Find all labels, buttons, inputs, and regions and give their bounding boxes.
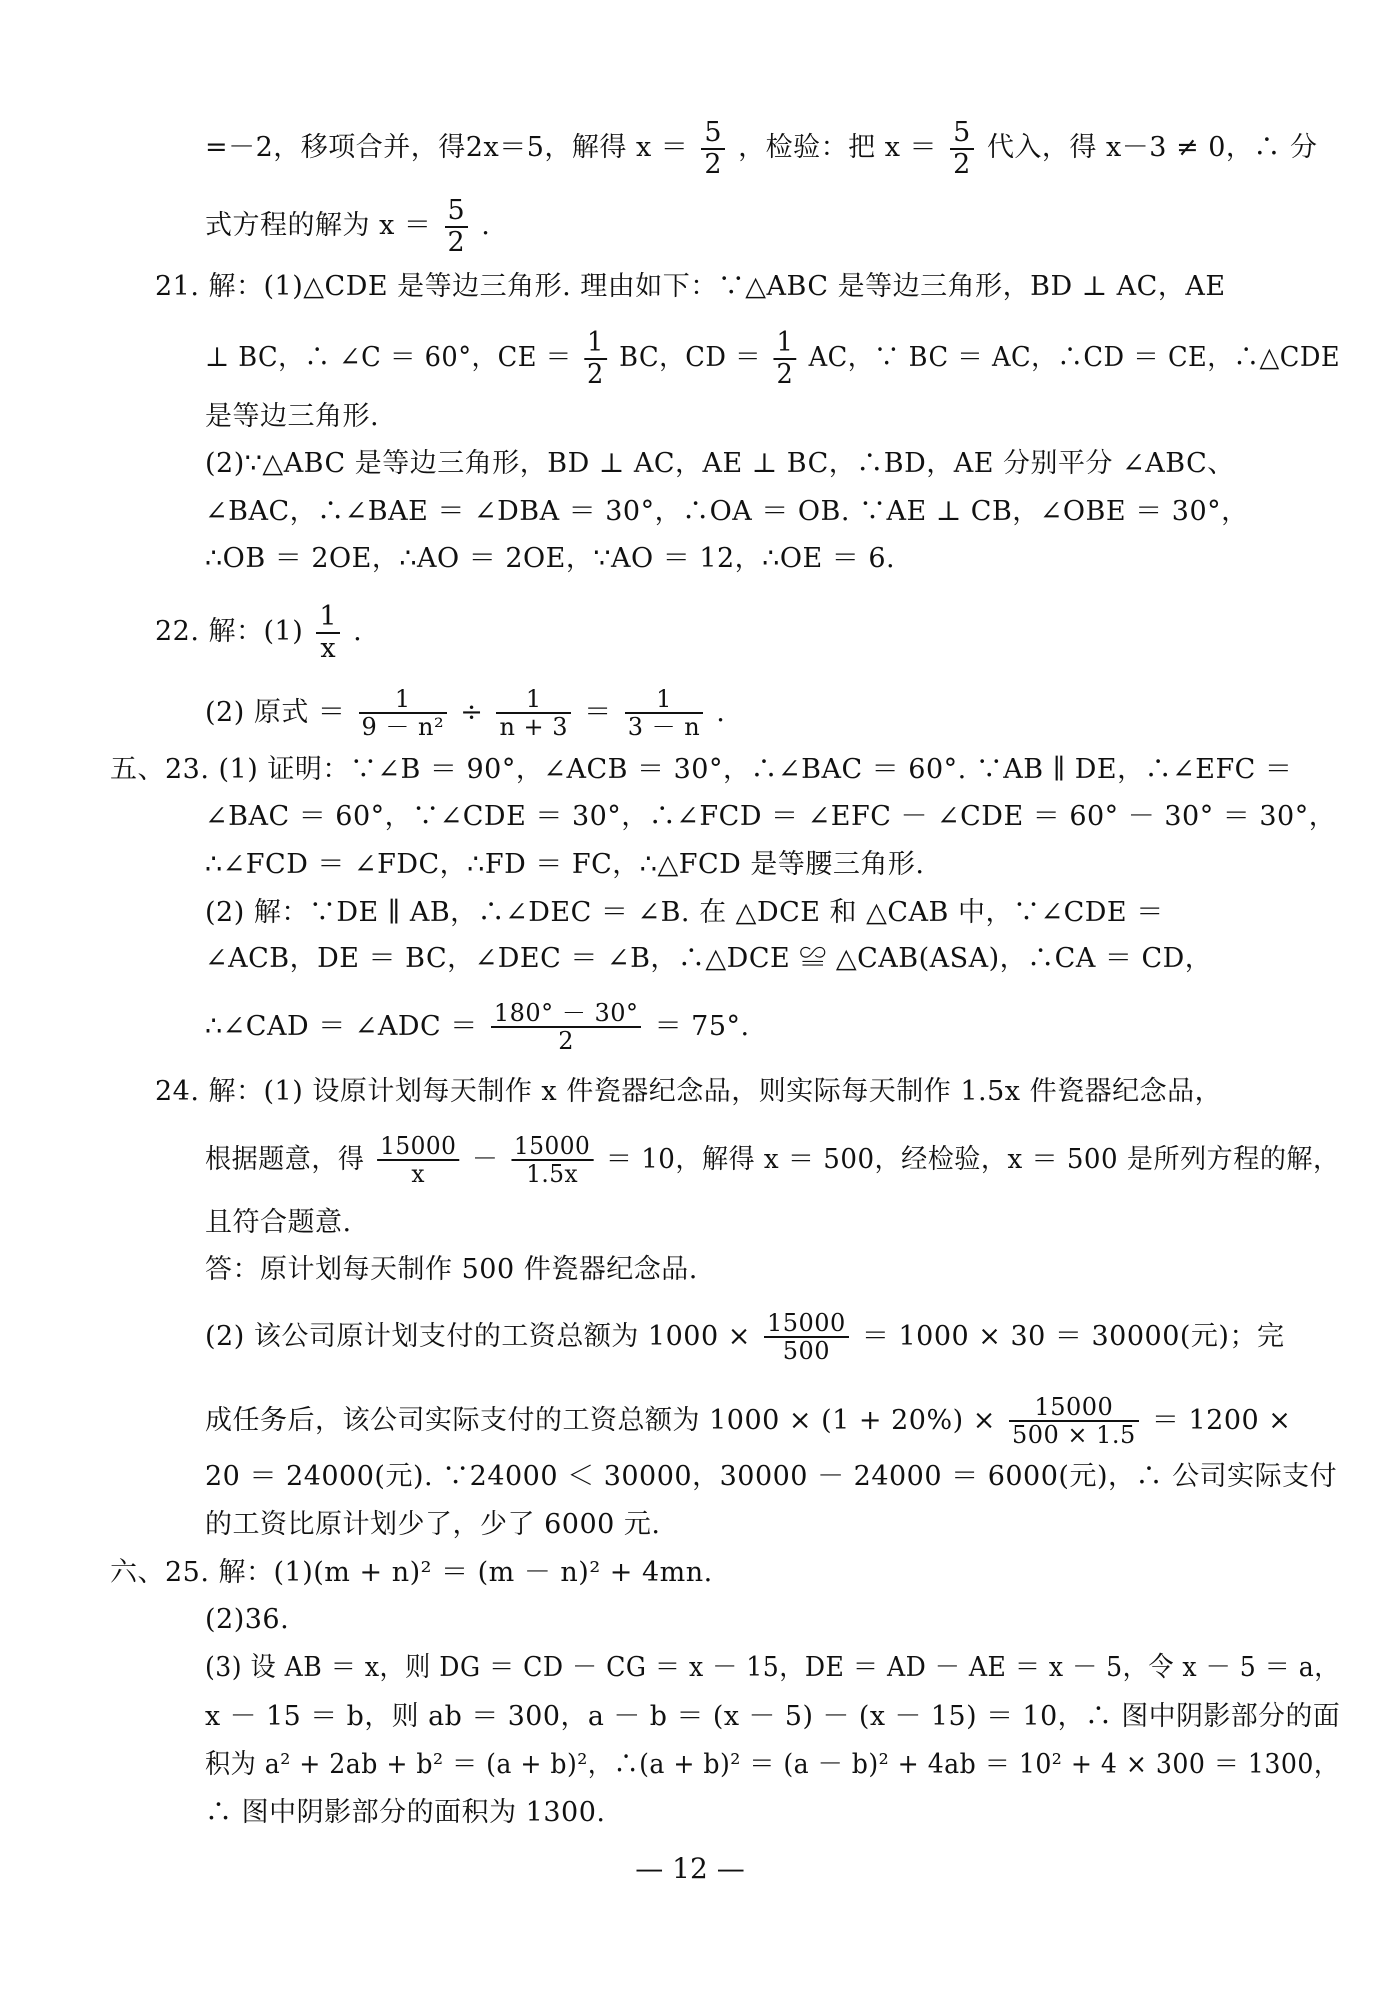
line-13: ∴∠FCD ＝ ∠FDC，∴FD ＝ FC，∴△FCD 是等腰三角形. (205, 849, 925, 880)
text: ＝ 75°. (654, 1010, 750, 1042)
line-1 (205, 118, 1317, 179)
line-14: (2) 解：∵DE ∥ AB，∴∠DEC ＝ ∠B. 在 △DCE 和 △CAB 中，∵∠CDE ＝ (205, 897, 1164, 928)
line-27: (3) 设 AB ＝ x，则 DG ＝ CD － CG ＝ x － 15，DE ＝ AD － AE ＝ x － 5，令 x － 5 ＝ a， (205, 1652, 1340, 1683)
line-9 (155, 602, 362, 663)
fraction-1-over-n-plus-3: $\frac{1}{n + 3}$ (496, 686, 571, 741)
fraction-1-over-3-minus-n: $\frac{1}{3 - n}$ (625, 686, 703, 741)
line-6: (2)∵△ABC 是等边三角形，BD ⊥ AC，AE ⊥ BC，∴BD，AE 分别平分 ∠ABC、 (205, 448, 1235, 479)
text: (2) 该公司原计划支付的工资总额为 1000 × (205, 1320, 751, 1352)
line-21 (205, 1310, 1284, 1365)
text: . (353, 616, 363, 648)
line-29: 积为 a² + 2ab + b² ＝ (a + b)²，∴(a + b)² ＝ (a － b)² + 4ab ＝ 10² + 4 × 300 ＝ 1300， (205, 1749, 1340, 1780)
fraction-15000-over-500: $\frac{15000}{500}$ (764, 1310, 849, 1365)
line-5: 是等边三角形. (205, 401, 380, 432)
text: ＝ 10，解得 x ＝ 500，经检验，x ＝ 500 是所列方程的解， (605, 1143, 1340, 1175)
line-28: x － 15 ＝ b，则 ab ＝ 300，a － b ＝ (x － 5) － (x － 15) ＝ 10，∴ 图中阴影部分的面 (205, 1701, 1341, 1732)
text: ，检验：把 x ＝ (738, 132, 938, 164)
text: 式方程的解为 x ＝ (205, 210, 432, 242)
line-20: 答：原计划每天制作 500 件瓷器纪念品. (205, 1254, 698, 1285)
text: ÷ (460, 696, 484, 728)
line-30: ∴ 图中阴影部分的面积为 1300. (205, 1797, 606, 1828)
text: (2) 原式 ＝ (205, 696, 346, 728)
fraction-1-over-x: $\frac{1}{x}$ (316, 602, 340, 663)
text: ＝ 1000 × 30 ＝ 30000(元)；完 (861, 1320, 1285, 1352)
line-10 (205, 686, 725, 741)
text: . (716, 696, 726, 728)
line-25: 六、25. 解：(1)(m + n)² ＝ (m － n)² + 4mn. (110, 1557, 713, 1588)
text: ⊥ BC，∴ ∠C ＝ 60°，CE ＝ (205, 342, 572, 374)
text: 成任务后，该公司实际支付的工资总额为 1000 × (1 + 20%) × (205, 1404, 996, 1436)
line-17: 24. 解：(1) 设原计划每天制作 x 件瓷器纪念品，则实际每天制作 1.5x 件瓷器纪念品， (155, 1076, 1223, 1107)
page-number: — 12 — (635, 1852, 745, 1885)
line-26: (2)36. (205, 1604, 290, 1635)
fraction-5-over-2: $\frac{5}{2}$ (445, 196, 469, 257)
text: ＝ 1200 × (1151, 1404, 1292, 1436)
text: BC，CD ＝ (619, 342, 762, 374)
text: 根据题意，得 (205, 1143, 365, 1175)
line-8: ∴OB ＝ 2OE，∴AO ＝ 2OE，∵AO ＝ 12，∴OE ＝ 6. (205, 543, 896, 574)
fraction-1-over-2: $\frac{1}{2}$ (584, 328, 607, 389)
fraction-15000-over-x: $\frac{15000}{x}$ (377, 1133, 459, 1188)
fraction-1-over-9-minus-n2: $\frac{1}{\text{9 － n²}}$ (359, 686, 448, 741)
text: AC，∵ BC ＝ AC，∴CD ＝ CE，∴△CDE (808, 342, 1341, 374)
fraction-1-over-2: $\frac{1}{2}$ (774, 328, 797, 389)
line-12: ∠BAC ＝ 60°，∵∠CDE ＝ 30°，∴∠FCD ＝ ∠EFC － ∠CDE ＝ 60° － 30° ＝ 30°， (205, 801, 1337, 832)
line-4 (205, 328, 1340, 389)
fraction-5-over-2: $\frac{5}{2}$ (950, 118, 974, 179)
text: 代入，得 x－3 ≠ 0，∴ 分 (986, 132, 1318, 164)
fraction-15000-over-1-5x: $\frac{15000}{1.5x}$ (511, 1133, 593, 1188)
text: 22. 解：(1) (155, 616, 304, 648)
text: － (471, 1143, 499, 1175)
fraction-angle: $\frac{180^\circ - 30^\circ}{2}$ (491, 1000, 642, 1055)
text: ＝ (584, 696, 612, 728)
line-16 (205, 1000, 750, 1055)
line-22 (205, 1394, 1291, 1449)
line-11: 五、23. (1) 证明：∵∠B ＝ 90°，∠ACB ＝ 30°，∴∠BAC ＝ 60°. ∵AB ∥ DE，∴∠EFC ＝ (110, 754, 1293, 785)
line-23: 20 ＝ 24000(元). ∵24000 ＜ 30000，30000 － 24000 ＝ 6000(元)，∴ 公司实际支付 (205, 1461, 1338, 1492)
line-15: ∠ACB，DE ＝ BC，∠DEC ＝ ∠B，∴△DCE ≌ △CAB(ASA)，∴CA ＝ CD， (205, 943, 1213, 974)
text: . (481, 210, 491, 242)
line-2 (205, 196, 490, 257)
line-7: ∠BAC，∴∠BAE ＝ ∠DBA ＝ 30°，∴OA ＝ OB. ∵AE ⊥ CB，∠OBE ＝ 30°， (205, 496, 1249, 527)
fraction-15000-over-500x1-5: $\frac{15000}{500 \times 1.5}$ (1009, 1394, 1139, 1449)
fraction-5-over-2: $\frac{5}{2}$ (701, 118, 725, 179)
text: ∴∠CAD ＝ ∠ADC ＝ (205, 1010, 478, 1042)
line-3: 21. 解：(1)△CDE 是等边三角形. 理由如下：∵△ABC 是等边三角形，BD ⊥ AC，AE (155, 271, 1226, 302)
text: =－2，移项合并，得2x＝5，解得 x ＝ (205, 132, 689, 164)
line-24: 的工资比原计划少了，少了 6000 元. (205, 1509, 661, 1540)
line-18 (205, 1133, 1340, 1188)
line-19: 且符合题意. (205, 1207, 352, 1238)
